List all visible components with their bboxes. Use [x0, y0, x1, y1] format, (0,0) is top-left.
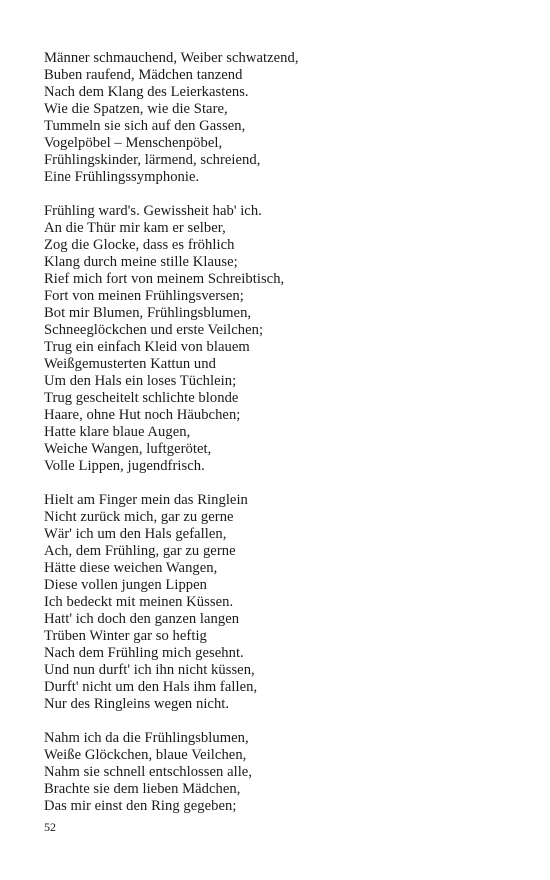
poem-line: Ich bedeckt mit meinen Küssen. [44, 594, 234, 610]
poem-line: Hatte klare blaue Augen, [44, 424, 191, 440]
poem-line: Volle Lippen, jugendfrisch. [44, 458, 205, 474]
poem-line: An die Thür mir kam er selber, [44, 220, 226, 236]
poem-line: Weiche Wangen, luftgerötet, [44, 441, 212, 457]
poem-line: Klang durch meine stille Klause; [44, 254, 238, 270]
stanza-1 [44, 50, 514, 186]
stanza-2 [44, 203, 514, 475]
poem-line: Weißgemusterten Kattun und [44, 356, 216, 372]
poem-line: Das mir einst den Ring gegeben; [44, 798, 237, 814]
poem-line: Buben raufend, Mädchen tanzend [44, 67, 243, 83]
poem-line: Nahm sie schnell entschlossen alle, [44, 764, 253, 780]
poem-line: Um den Hals ein loses Tüchlein; [44, 373, 237, 389]
poem-line: Weiße Glöckchen, blaue Veilchen, [44, 747, 247, 763]
poem-line: Wie die Spatzen, wie die Stare, [44, 101, 228, 117]
poem-line: Hätte diese weichen Wangen, [44, 560, 218, 576]
poem-line: Wär' ich um den Hals gefallen, [44, 526, 227, 542]
poem-line: Trug ein einfach Kleid von blauem [44, 339, 250, 355]
poem-line: Brachte sie dem lieben Mädchen, [44, 781, 241, 797]
poem-line: Fort von meinen Frühlingsversen; [44, 288, 244, 304]
poem-line: Nicht zurück mich, gar zu gerne [44, 509, 234, 525]
poem-line: Hatt' ich doch den ganzen langen [44, 611, 240, 627]
poem-line: Nach dem Frühling mich gesehnt. [44, 645, 244, 661]
poem-line: Nur des Ringleins wegen nicht. [44, 696, 230, 712]
poem-line: Hielt am Finger mein das Ringlein [44, 492, 248, 508]
poem-line: Bot mir Blumen, Frühlingsblumen, [44, 305, 252, 321]
poem-line: Rief mich fort von meinem Schreibtisch, [44, 271, 285, 287]
poem-page [44, 50, 514, 832]
poem-line: Eine Frühlingssymphonie. [44, 169, 200, 185]
stanza-4 [44, 730, 514, 815]
poem-line: Und nun durft' ich ihn nicht küssen, [44, 662, 255, 678]
poem-line: Diese vollen jungen Lippen [44, 577, 208, 593]
poem-line: Frühlingskinder, lärmend, schreiend, [44, 152, 261, 168]
stanza-3 [44, 492, 514, 713]
poem-line: Ach, dem Frühling, gar zu gerne [44, 543, 236, 559]
poem-body [44, 50, 514, 815]
page-number: 52 [44, 820, 56, 834]
poem-line: Haare, ohne Hut noch Häubchen; [44, 407, 241, 423]
poem-line: Nahm ich da die Frühlingsblumen, [44, 730, 249, 746]
poem-line: Trug gescheitelt schlichte blonde [44, 390, 239, 406]
poem-line: Vogelpöbel – Menschenpöbel, [44, 135, 223, 151]
poem-line: Frühling ward's. Gewissheit hab' ich. [44, 203, 262, 219]
poem-line: Trüben Winter gar so heftig [44, 628, 207, 644]
poem-line: Zog die Glocke, dass es fröhlich [44, 237, 235, 253]
poem-line: Schneeglöckchen und erste Veilchen; [44, 322, 264, 338]
poem-line: Durft' nicht um den Hals ihm fallen, [44, 679, 258, 695]
poem-line: Nach dem Klang des Leierkastens. [44, 84, 249, 100]
poem-line: Männer schmauchend, Weiber schwatzend, [44, 50, 299, 66]
poem-line: Tummeln sie sich auf den Gassen, [44, 118, 246, 134]
